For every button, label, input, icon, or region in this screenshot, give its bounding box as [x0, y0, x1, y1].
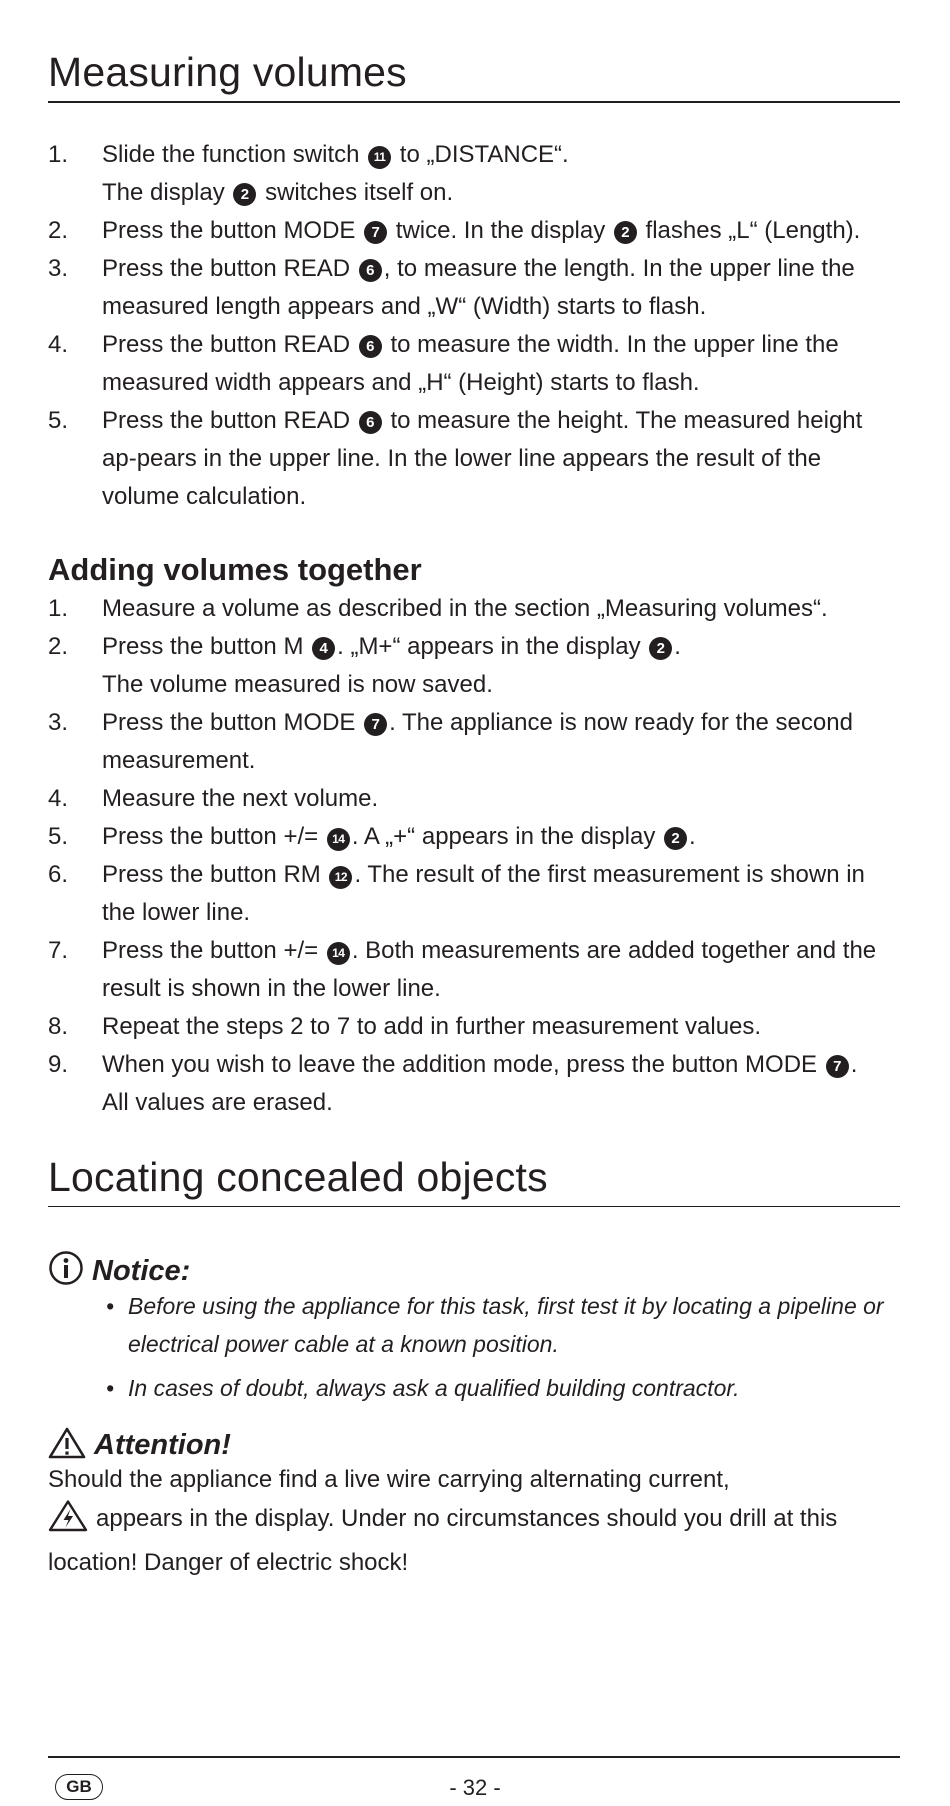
- step-text: Repeat the steps 2 to 7 to add in further measurement values.: [102, 1013, 762, 1040]
- section-title-locating-concealed-objects: Locating concealed objects: [48, 1157, 900, 1207]
- step-text: Press the button READ: [102, 255, 357, 282]
- ref-badge: 14: [327, 942, 350, 965]
- ref-badge: 7: [364, 713, 387, 736]
- step-text: Press the button READ: [102, 331, 357, 358]
- step-text: Press the button +/=: [102, 823, 325, 850]
- list-item: [48, 932, 900, 1008]
- step-text: twice. In the display: [389, 217, 612, 244]
- attention-line-1: Should the appliance find a live wire carrying alternating current,: [48, 1466, 730, 1493]
- step-text: . Both measurements are added together and the result is shown in the lower line.: [102, 937, 877, 1002]
- ref-badge: 2: [233, 183, 256, 206]
- footer-divider: [48, 1756, 900, 1758]
- step-text: .: [674, 633, 681, 660]
- notice-label: Notice:: [92, 1255, 191, 1287]
- step-text: .: [689, 823, 696, 850]
- list-item: [48, 1046, 900, 1122]
- list-item: • In cases of doubt, always ask a qualified building contractor.: [104, 1369, 904, 1407]
- warning-icon: [48, 1426, 86, 1466]
- step-number: 6.: [48, 861, 69, 888]
- step-text: , to measure the length. In the upper line the measured length appears and „W“ (Width) starts to flash.: [102, 255, 855, 320]
- step-text: Press the button MODE: [102, 709, 363, 736]
- ref-badge: 12: [329, 866, 352, 889]
- ref-badge: 6: [359, 335, 382, 358]
- step-text: Slide the function switch: [102, 141, 367, 168]
- ref-badge: 7: [826, 1055, 849, 1078]
- list-item: [48, 402, 900, 516]
- list-item: • Before using the appliance for this task, first test it by locating a pipeline or electrical power cable at a known position.: [104, 1287, 904, 1363]
- list-item: [48, 136, 900, 212]
- step-text: Press the button MODE: [102, 217, 363, 244]
- list-item: [48, 590, 900, 628]
- step-number: 1.: [48, 595, 69, 622]
- ref-badge: 4: [312, 637, 335, 660]
- step-number: 2.: [48, 217, 69, 244]
- step-text: Press the button RM: [102, 861, 328, 888]
- step-text: Press the button +/=: [102, 937, 325, 964]
- list-item: [48, 856, 900, 932]
- ref-badge: 7: [364, 221, 387, 244]
- ref-badge: 14: [327, 828, 350, 851]
- ref-badge: 2: [664, 827, 687, 850]
- step-text: . A „+“ appears in the display: [351, 823, 662, 850]
- live-wire-warning-icon: [48, 1499, 88, 1544]
- step-text: Measure a volume as described in the section „Measuring volumes“.: [102, 595, 828, 622]
- step-number: 8.: [48, 1013, 69, 1040]
- step-text: The display: [102, 179, 232, 206]
- attention-heading: [48, 1426, 231, 1466]
- list-item: [48, 780, 900, 818]
- adding-steps-list: [48, 590, 900, 1122]
- step-text: . „M+“ appears in the display: [337, 633, 648, 660]
- ref-badge: 2: [614, 221, 637, 244]
- step-number: 5.: [48, 823, 69, 850]
- step-text: The volume measured is now saved.: [102, 671, 493, 698]
- step-text: Press the button READ: [102, 407, 357, 434]
- step-number: 4.: [48, 785, 69, 812]
- step-text: Measure the next volume.: [102, 785, 379, 812]
- attention-text: [48, 1461, 908, 1582]
- step-text: When you wish to leave the addition mode, press the button MODE: [102, 1051, 824, 1078]
- step-text: All values are erased.: [102, 1089, 333, 1116]
- section-title-measuring-volumes: Measuring volumes: [48, 52, 900, 103]
- list-item: [48, 628, 900, 704]
- step-text: to measure the width. In the upper line the measured width appears and „H“ (Height) starts to flash.: [102, 331, 839, 396]
- notice-list: [104, 1287, 904, 1413]
- ref-badge: 2: [649, 637, 672, 660]
- subsection-title-adding-volumes: Adding volumes together: [48, 552, 422, 587]
- notice-heading: [48, 1250, 190, 1292]
- step-text: switches itself on.: [258, 179, 454, 206]
- step-number: 1.: [48, 141, 69, 168]
- info-icon: [48, 1250, 84, 1292]
- list-item: [48, 326, 900, 402]
- attention-label: Attention!: [94, 1429, 231, 1461]
- step-number: 9.: [48, 1051, 69, 1078]
- step-text: . The appliance is now ready for the second measurement.: [102, 709, 853, 774]
- list-item: [48, 704, 900, 780]
- language-badge: GB: [55, 1774, 103, 1800]
- ref-badge: 6: [359, 411, 382, 434]
- step-number: 2.: [48, 633, 69, 660]
- page-number: - 32 -: [449, 1775, 501, 1800]
- step-text: Press the button M: [102, 633, 311, 660]
- list-item: [48, 818, 900, 856]
- step-number: 5.: [48, 407, 69, 434]
- ref-badge: 6: [359, 259, 382, 282]
- step-number: 3.: [48, 255, 69, 282]
- list-item: [48, 1008, 900, 1046]
- step-number: 7.: [48, 937, 69, 964]
- list-item: [48, 212, 900, 250]
- attention-line-2: appears in the display. Under no circumstances should you drill at this location! Danger of electric shock!: [48, 1505, 838, 1576]
- measuring-steps-list: [48, 136, 900, 516]
- list-item: [48, 250, 900, 326]
- step-text: to measure the height. The measured height ap-pears in the upper line. In the lower line appears the result of the volume calculation.: [102, 407, 863, 510]
- step-text: . The result of the first measurement is shown in the lower line.: [102, 861, 865, 926]
- step-number: 3.: [48, 709, 69, 736]
- step-number: 4.: [48, 331, 69, 358]
- step-text: to „DISTANCE“.: [393, 141, 569, 168]
- step-text: flashes „L“ (Length).: [638, 217, 861, 244]
- ref-badge: 11: [368, 146, 391, 169]
- step-text: .: [850, 1051, 858, 1078]
